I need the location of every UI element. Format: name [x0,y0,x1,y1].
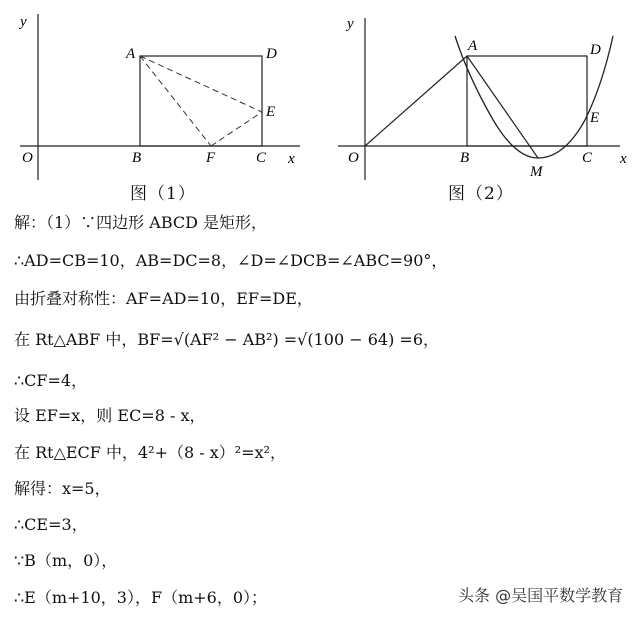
point-e-label: E [590,110,600,126]
point-a-label: A [468,38,478,54]
solution-line-10: ∵B（m，0）， [14,551,118,570]
point-a-label: A [126,46,136,62]
point-d-label: D [266,46,277,62]
solution-line-11: ∴E（m+10，3），F（m+6，0）； [14,588,268,607]
rectangle-abcd [140,56,262,146]
point-m-label: M [530,164,543,180]
point-b-label: B [132,150,142,166]
segment-am [467,56,538,158]
solution-line-5: ∴CF=4， [14,371,88,390]
watermark: 头条 @吴国平数学教育 [458,586,624,605]
segment-oa [365,56,467,146]
dashed-fe [211,112,262,146]
solution-line-9: ∴CE=3， [14,515,88,534]
figure-2-caption: 图（2） [448,184,514,204]
x-axis-label: x [620,151,627,167]
origin-label: O [348,150,359,166]
y-axis-label: y [347,16,354,32]
dashed-ae [140,56,262,112]
point-d-label: D [590,42,601,58]
solution-line-2: ∴AD=CB=10，AB=DC=8，∠D=∠DCB=∠ABC=90°， [14,251,448,270]
solution-line-1: 解：（1）∵四边形 ABCD 是矩形， [14,213,268,232]
origin-label: O [22,150,33,166]
point-f-label: F [206,150,216,166]
figure-1-caption: 图（1） [130,184,196,204]
x-axis-label: x [288,151,295,167]
point-c-label: C [582,150,593,166]
point-c-label: C [256,150,267,166]
solution-line-4: 在 Rt△ABF 中，BF=√(AF² − AB²) =√(100 − 64) =6， [14,330,440,349]
y-axis-label: y [20,14,27,30]
rectangle-abcd [467,56,587,146]
solution-line-3: 由折叠对称性：AF=AD=10，EF=DE， [14,289,313,308]
point-e-label: E [266,104,276,120]
solution-line-6: 设 EF=x，则 EC=8 - x， [14,406,206,425]
figure-2 [320,0,640,205]
dashed-af [140,56,211,146]
figure-1 [0,0,320,205]
solution-line-7: 在 Rt△ECF 中，4²+（8 - x）²=x²， [14,443,287,462]
solution-line-8: 解得：x=5， [14,479,111,498]
point-b-label: B [460,150,470,166]
